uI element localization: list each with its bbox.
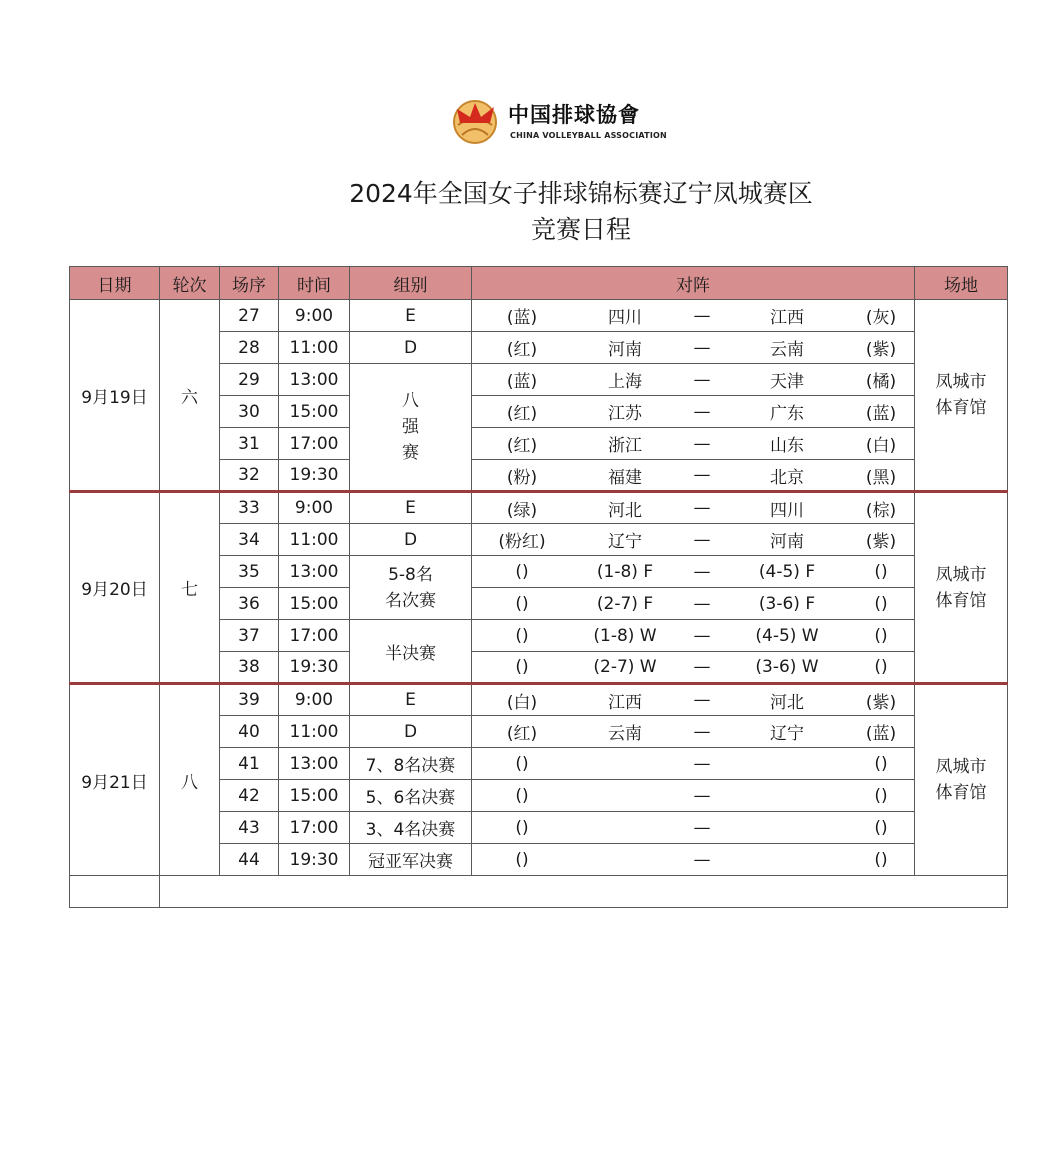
venue-line1: 凤城市: [935, 757, 987, 777]
header-time: 时间: [279, 267, 350, 300]
logo-chinese-text: 中国排球協會: [508, 102, 640, 127]
right-team: 山东: [770, 436, 804, 456]
vs-dash: —: [693, 625, 711, 646]
left-team-color: (): [515, 625, 529, 646]
right-team-color: (): [874, 849, 888, 870]
time-cell: 19:30: [279, 460, 350, 492]
left-team-color: (粉): [506, 467, 538, 488]
left-team-color: (红): [506, 340, 538, 360]
match-no-cell: 44: [220, 844, 279, 876]
matchup-cell: [472, 620, 915, 652]
time-cell: 11:00: [279, 332, 350, 364]
vs-dash: —: [693, 498, 711, 518]
vs-dash: —: [693, 433, 711, 454]
matchup-cell: [472, 812, 915, 844]
right-team-color: (紫): [865, 692, 897, 713]
schedule-table: [69, 266, 1008, 908]
empty-cell: [70, 876, 160, 908]
time-cell: 15:00: [279, 780, 350, 812]
header-round: 轮次: [160, 267, 220, 300]
left-team-color: (红): [506, 436, 538, 456]
right-team: 辽宁: [770, 724, 804, 744]
match-no-cell: 42: [220, 780, 279, 812]
header-match-no: 场序: [220, 267, 279, 300]
left-team: 江苏: [608, 404, 642, 424]
group-line: 名次赛: [385, 590, 436, 611]
left-team: 浙江: [608, 436, 642, 456]
time-cell: 15:00: [279, 588, 350, 620]
venue-cell: [915, 684, 1008, 876]
empty-footer-row: [70, 876, 1008, 908]
matchup-cell: [472, 844, 915, 876]
time-cell: 11:00: [279, 524, 350, 556]
group-cell: 冠亚军决赛: [350, 844, 472, 876]
vs-dash: —: [693, 753, 711, 774]
date-cell: 9月21日: [70, 684, 160, 876]
time-cell: 17:00: [279, 812, 350, 844]
round-cell: 六: [160, 300, 220, 492]
empty-cell: [160, 876, 1008, 908]
right-team: (4-5) F: [758, 561, 816, 582]
time-cell: 13:00: [279, 364, 350, 396]
match-no-cell: 32: [220, 460, 279, 492]
group-cell: 7、8名决赛: [350, 748, 472, 780]
matchup-cell: [472, 460, 915, 492]
left-team-color: (粉红): [498, 532, 546, 552]
match-no-cell: 43: [220, 812, 279, 844]
right-team-color: (蓝): [865, 404, 897, 424]
vs-dash: —: [693, 529, 711, 550]
match-no-cell: 35: [220, 556, 279, 588]
matchup-cell: [472, 364, 915, 396]
group-cell-semifinal: 半决赛: [350, 620, 472, 684]
right-team-color: (紫): [865, 532, 897, 552]
round-cell: 八: [160, 684, 220, 876]
time-cell: 19:30: [279, 844, 350, 876]
round-cell: 七: [160, 492, 220, 684]
right-team: 河南: [770, 532, 804, 552]
match-no-cell: 30: [220, 396, 279, 428]
header-venue: 场地: [915, 267, 1008, 300]
right-team-color: (): [874, 593, 888, 614]
right-team: (3-6) F: [758, 593, 816, 614]
matchup-cell: [472, 396, 915, 428]
header-matchup: 对阵: [472, 267, 915, 300]
match-no-cell: 38: [220, 652, 279, 684]
match-no-cell: 39: [220, 684, 279, 716]
vs-dash: —: [693, 657, 711, 677]
left-team-color: (): [515, 785, 529, 806]
right-team-color: (): [874, 785, 888, 806]
vs-dash: —: [693, 305, 711, 326]
time-cell: 19:30: [279, 652, 350, 684]
left-team: 四川: [608, 308, 642, 328]
right-team-color: (): [874, 657, 888, 677]
date-cell: 9月20日: [70, 492, 160, 684]
right-team-color: (): [874, 561, 888, 582]
right-team-color: (灰): [865, 308, 897, 328]
left-team-color: (蓝): [506, 308, 538, 328]
left-team: 江西: [608, 692, 642, 713]
matchup-cell: [472, 588, 915, 620]
group-char: 赛: [402, 443, 419, 463]
match-no-cell: 27: [220, 300, 279, 332]
right-team: (4-5) W: [755, 625, 819, 646]
time-cell: 17:00: [279, 428, 350, 460]
vs-dash: —: [693, 465, 711, 485]
venue-line2: 体育馆: [935, 783, 987, 803]
cva-logo: [450, 95, 667, 151]
venue-line2: 体育馆: [935, 398, 987, 418]
matchup-cell: [472, 780, 915, 812]
date-cell: 9月19日: [70, 300, 160, 492]
matchup-cell: [472, 652, 915, 684]
right-team: 北京: [770, 467, 804, 488]
group-cell: E: [350, 300, 472, 332]
left-team-color: (): [515, 817, 529, 838]
match-no-cell: 28: [220, 332, 279, 364]
right-team-color: (橘): [865, 372, 897, 392]
group-cell: 3、4名决赛: [350, 812, 472, 844]
match-no-cell: 31: [220, 428, 279, 460]
table-row: [70, 300, 1008, 332]
right-team: 四川: [770, 500, 804, 521]
match-no-cell: 34: [220, 524, 279, 556]
matchup-cell: [472, 492, 915, 524]
right-team-color: (白): [865, 436, 897, 456]
header-group: 组别: [350, 267, 472, 300]
vs-dash: —: [693, 337, 711, 358]
time-cell: 15:00: [279, 396, 350, 428]
left-team: (1-8) F: [596, 561, 654, 582]
left-team-color: (绿): [506, 500, 538, 521]
vs-dash: —: [693, 785, 711, 806]
venue-line1: 凤城市: [935, 372, 987, 392]
right-team-color: (黑): [865, 467, 897, 488]
vs-dash: —: [693, 593, 711, 614]
matchup-cell: [472, 428, 915, 460]
matchup-cell: [472, 684, 915, 716]
match-no-cell: 40: [220, 716, 279, 748]
vs-dash: —: [693, 401, 711, 422]
left-team: 福建: [608, 467, 642, 488]
right-team-color: (蓝): [865, 724, 897, 744]
right-team-color: (棕): [865, 500, 897, 521]
right-team: 江西: [770, 308, 804, 328]
right-team-color: (): [874, 625, 888, 646]
vs-dash: —: [693, 817, 711, 838]
left-team: 辽宁: [608, 532, 642, 552]
right-team: (3-6) W: [755, 657, 819, 677]
match-no-cell: 33: [220, 492, 279, 524]
group-cell: 5、6名决赛: [350, 780, 472, 812]
matchup-cell: [472, 524, 915, 556]
left-team-color: (): [515, 561, 529, 582]
matchup-cell: [472, 332, 915, 364]
time-cell: 9:00: [279, 300, 350, 332]
left-team-color: (): [515, 593, 529, 614]
time-cell: 17:00: [279, 620, 350, 652]
left-team: (1-8) W: [593, 625, 657, 646]
right-team: 河北: [770, 692, 804, 713]
group-line: 5-8名: [388, 564, 433, 585]
match-no-cell: 41: [220, 748, 279, 780]
group-cell-quarterfinal: [350, 364, 472, 492]
match-no-cell: 37: [220, 620, 279, 652]
matchup-cell: [472, 716, 915, 748]
right-team: 云南: [770, 340, 804, 360]
group-cell-placement: [350, 556, 472, 620]
volleyball-emblem-icon: [450, 95, 500, 145]
left-team-color: (): [515, 753, 529, 774]
group-cell: D: [350, 716, 472, 748]
group-cell: D: [350, 524, 472, 556]
right-team-color: (紫): [865, 340, 897, 360]
time-cell: 13:00: [279, 748, 350, 780]
left-team: 上海: [608, 372, 642, 392]
header-date: 日期: [70, 267, 160, 300]
left-team: 云南: [608, 724, 642, 744]
matchup-cell: [472, 556, 915, 588]
venue-line2: 体育馆: [935, 590, 987, 611]
group-cell: E: [350, 492, 472, 524]
right-team: 天津: [770, 372, 804, 392]
vs-dash: —: [693, 369, 711, 390]
group-cell: D: [350, 332, 472, 364]
document-title: 2024年全国女子排球锦标赛辽宁凤城赛区: [349, 179, 813, 208]
vs-dash: —: [693, 561, 711, 582]
left-team-color: (红): [506, 404, 538, 424]
vs-dash: —: [693, 849, 711, 870]
table-row: [70, 492, 1008, 524]
right-team-color: (): [874, 817, 888, 838]
header-row: [70, 267, 1008, 300]
left-team: 河南: [608, 340, 642, 360]
left-team: (2-7) W: [593, 657, 657, 677]
matchup-cell: [472, 748, 915, 780]
right-team-color: (): [874, 753, 888, 774]
left-team-color: (): [515, 657, 529, 677]
time-cell: 11:00: [279, 716, 350, 748]
left-team-color: (红): [506, 724, 538, 744]
left-team-color: (蓝): [506, 372, 538, 392]
venue-line1: 凤城市: [935, 564, 987, 585]
venue-cell: [915, 300, 1008, 492]
time-cell: 13:00: [279, 556, 350, 588]
vs-dash: —: [693, 721, 711, 742]
match-no-cell: 36: [220, 588, 279, 620]
left-team: (2-7) F: [596, 593, 654, 614]
match-no-cell: 29: [220, 364, 279, 396]
logo-english-text: CHINA VOLLEYBALL ASSOCIATION: [510, 131, 667, 140]
left-team-color: (白): [506, 692, 538, 713]
left-team: 河北: [608, 500, 642, 521]
time-cell: 9:00: [279, 492, 350, 524]
right-team: 广东: [770, 404, 804, 424]
document-subtitle: 竞赛日程: [530, 215, 631, 244]
matchup-cell: [472, 300, 915, 332]
group-char: 八: [402, 391, 419, 411]
group-cell: E: [350, 684, 472, 716]
time-cell: 9:00: [279, 684, 350, 716]
vs-dash: —: [693, 690, 711, 710]
table-row: [70, 684, 1008, 716]
group-char: 强: [402, 417, 419, 437]
venue-cell: [915, 492, 1008, 684]
left-team-color: (): [515, 849, 529, 870]
